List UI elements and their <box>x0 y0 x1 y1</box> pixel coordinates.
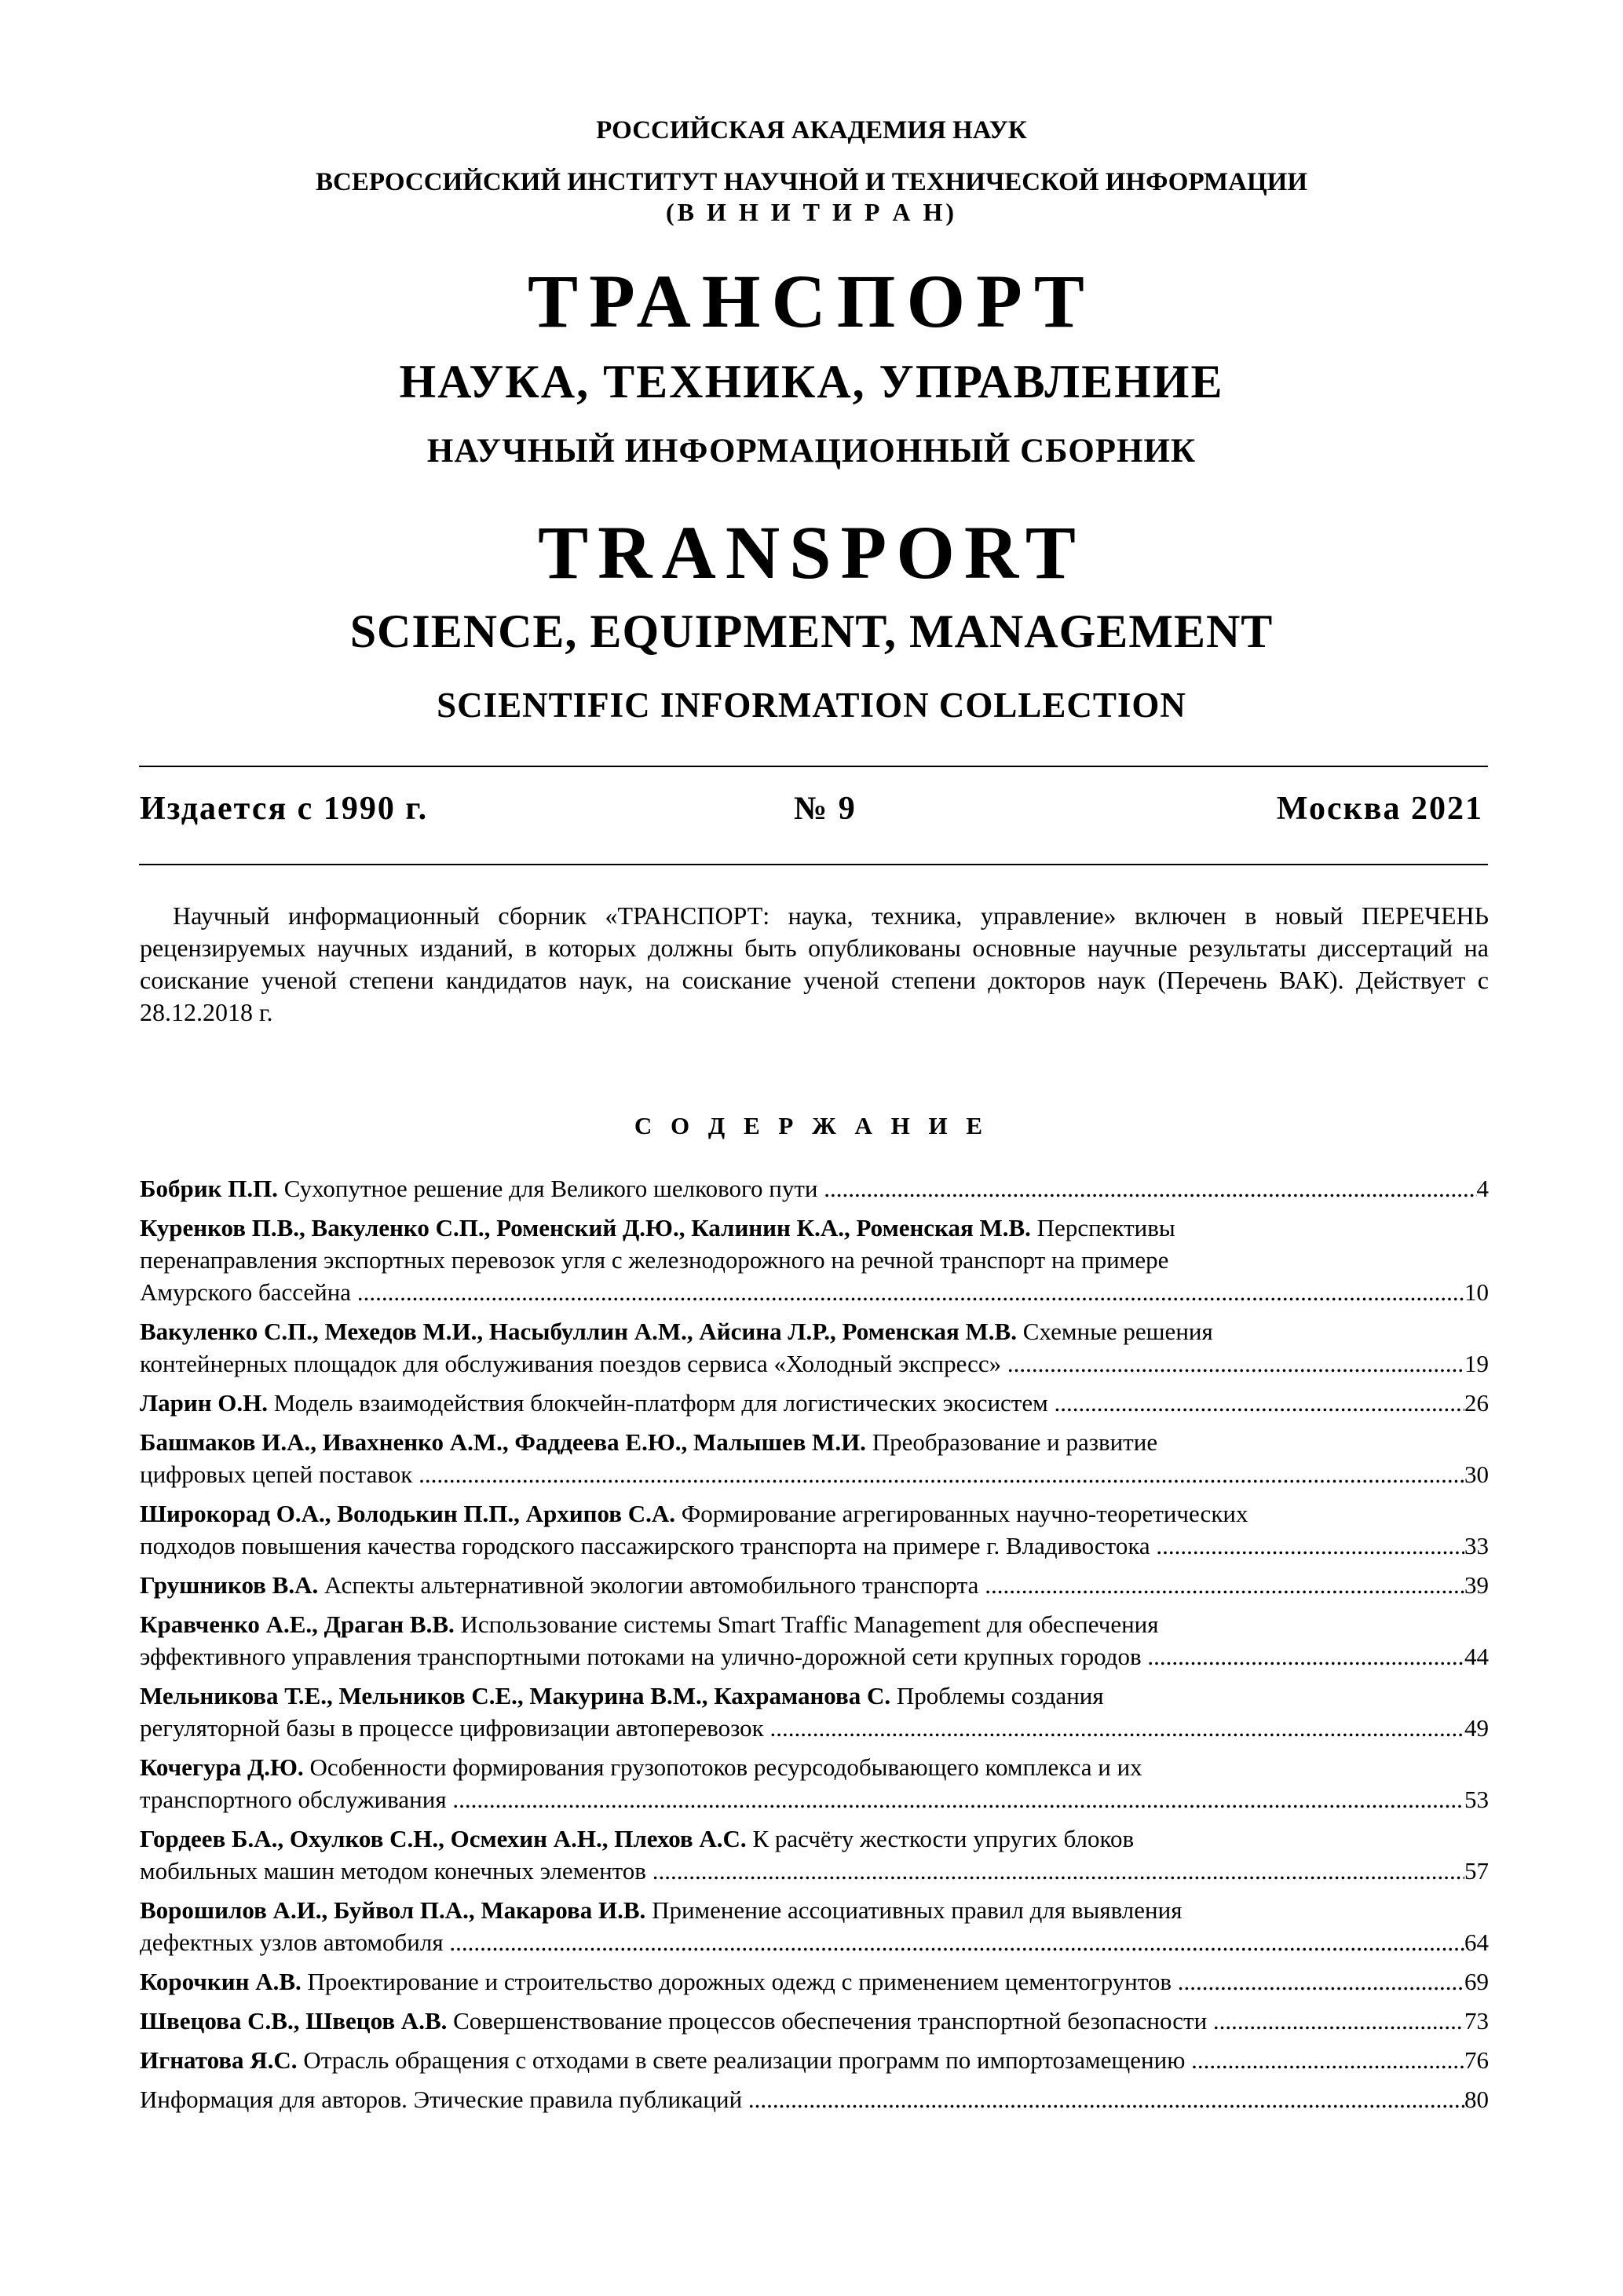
toc-page-number: 44 <box>1464 1643 1489 1670</box>
toc-entry <box>140 1212 1489 1308</box>
toc-page-number: 10 <box>1464 1278 1489 1306</box>
issue-number: № 9 <box>794 791 857 827</box>
toc-authors: Ларин О.Н. <box>140 1389 269 1417</box>
toc-entry <box>140 1315 1489 1380</box>
toc-line <box>140 1894 1489 1926</box>
journal-title-en: TRANSPORT <box>538 510 1085 594</box>
toc-line <box>140 1530 1489 1562</box>
toc-title: Использование системы Smart Traffic Management для обеспечения <box>460 1610 1159 1638</box>
toc-authors: Корочкин А.В. <box>140 1968 302 1995</box>
toc-line <box>140 1347 1489 1380</box>
toc-entry <box>140 1680 1489 1744</box>
toc-authors: Ворошилов А.И., Буйвол П.А., Макарова И.В. <box>140 1896 646 1924</box>
toc-title: Модель взаимодействия блокчейн-платформ для логистических экосистем <box>273 1389 1048 1417</box>
divider-bottom <box>139 864 1488 865</box>
toc-authors: Игнатова Я.С. <box>140 2046 298 2074</box>
table-of-contents <box>140 1172 1489 2122</box>
toc-line <box>140 1212 1489 1244</box>
toc-title: Схемные решения <box>1022 1318 1213 1345</box>
toc-title: Информация для авторов. Этические правила публикаций <box>140 2086 743 2113</box>
toc-leader <box>140 1458 1464 1490</box>
toc-page-number: 19 <box>1464 1350 1489 1377</box>
toc-title: контейнерных площадок для обслуживания поездов сервиса «Холодный экспресс» <box>140 1350 1002 1377</box>
toc-line <box>140 1387 1489 1419</box>
toc-line <box>140 1640 1489 1673</box>
toc-page-number: 57 <box>1464 1857 1489 1885</box>
toc-entry <box>140 1387 1489 1419</box>
toc-authors: Грушников В.А. <box>140 1571 319 1599</box>
toc-title: мобильных машин методом конечных элементов <box>140 1857 646 1885</box>
toc-page-number: 33 <box>1464 1532 1489 1559</box>
collection-type-en: SCIENTIFIC INFORMATION COLLECTION <box>437 686 1186 725</box>
toc-line <box>140 2044 1489 2076</box>
toc-page-number: 73 <box>1464 2007 1489 2035</box>
toc-page-number: 39 <box>1464 1571 1489 1599</box>
toc-page-number: 69 <box>1464 1968 1489 1995</box>
collection-type-ru: НАУЧНЫЙ ИНФОРМАЦИОННЫЙ СБОРНИК <box>426 433 1197 470</box>
toc-title: Проблемы создания <box>896 1682 1104 1709</box>
toc-leader <box>140 1276 1464 1308</box>
toc-title: Перспективы <box>1036 1214 1175 1241</box>
toc-leader <box>140 1569 1464 1601</box>
toc-entry <box>140 2044 1489 2076</box>
toc-title: К расчёту жесткости упругих блоков <box>752 1825 1135 1852</box>
toc-entry <box>140 2005 1489 2037</box>
toc-title: Преобразование и развитие <box>872 1428 1158 1456</box>
toc-line <box>140 1497 1489 1530</box>
toc-authors: Башмаков И.А., Ивахненко А.М., Фаддеева Е.Ю., Малышев М.И. <box>140 1428 866 1456</box>
toc-entry <box>140 2083 1489 2115</box>
toc-page-number: 80 <box>1464 2086 1489 2113</box>
divider-top <box>139 766 1488 767</box>
toc-leader <box>140 2083 1464 2115</box>
toc-line <box>140 1172 1489 1205</box>
toc-authors: Мельникова Т.Е., Мельников С.Е., Макурина В.М., Кахраманова С. <box>140 1682 891 1709</box>
toc-title: транспортного обслуживания <box>140 1786 447 1813</box>
toc-authors: Кочегура Д.Ю. <box>140 1753 304 1781</box>
toc-entry <box>140 1965 1489 1998</box>
toc-line <box>140 2005 1489 2037</box>
toc-leader <box>140 1855 1464 1887</box>
toc-title: Применение ассоциативных правил для выявления <box>652 1896 1183 1924</box>
journal-subtitle-en: SCIENCE, EQUIPMENT, MANAGEMENT <box>349 605 1274 657</box>
toc-authors: Вакуленко С.П., Мехедов М.И., Насыбуллин А.М., Айсина Л.Р., Роменская М.В. <box>140 1318 1017 1345</box>
toc-title: Аспекты альтернативной экологии автомобильного транспорта <box>324 1571 979 1599</box>
toc-title: Формирование агрегированных научно-теоретических <box>681 1500 1248 1527</box>
toc-leader <box>140 1347 1464 1380</box>
toc-line <box>140 1751 1489 1783</box>
toc-page-number: 49 <box>1464 1714 1489 1742</box>
toc-line <box>140 1783 1489 1815</box>
institute-abbreviation: (В И Н И Т И Р А Н) <box>665 198 958 226</box>
toc-leader <box>140 1640 1464 1673</box>
toc-line <box>140 1276 1489 1308</box>
toc-page-number: 30 <box>1464 1461 1489 1488</box>
toc-line <box>140 2083 1489 2115</box>
toc-line <box>140 1458 1489 1490</box>
toc-line <box>140 1426 1489 1458</box>
toc-entry <box>140 1608 1489 1673</box>
toc-page-number: 4 <box>1476 1175 1489 1202</box>
toc-leader <box>140 1783 1464 1815</box>
toc-line <box>140 1244 1489 1276</box>
journal-subtitle-ru: НАУКА, ТЕХНИКА, УПРАВЛЕНИЕ <box>399 356 1224 408</box>
toc-title: дефектных узлов автомобиля <box>140 1929 444 1956</box>
toc-leader <box>140 1530 1464 1562</box>
toc-line <box>140 1823 1489 1855</box>
toc-line <box>140 1608 1489 1640</box>
toc-entry <box>140 1172 1489 1205</box>
toc-authors: Широкорад О.А., Володькин П.П., Архипов С.А. <box>140 1500 676 1527</box>
toc-leader <box>140 1387 1464 1419</box>
toc-entry <box>140 1497 1489 1562</box>
toc-title: Сухопутное решение для Великого шелкового пути <box>283 1175 818 1202</box>
toc-title: перенаправления экспортных перевозок угля с железнодорожного на речной транспорт на примере <box>140 1246 1169 1274</box>
toc-line <box>140 1712 1489 1744</box>
toc-page-number: 64 <box>1464 1929 1489 1956</box>
toc-line <box>140 1855 1489 1887</box>
toc-leader <box>140 2005 1464 2037</box>
toc-authors: Куренков П.В., Вакуленко С.П., Роменский Д.Ю., Калинин К.А., Роменская М.В. <box>140 1214 1031 1241</box>
toc-authors: Швецова С.В., Швецов А.В. <box>140 2007 448 2035</box>
toc-title: подходов повышения качества городского пассажирского транспорта на примере г. Владивостока <box>140 1532 1150 1559</box>
toc-authors: Бобрик П.П. <box>140 1175 278 1202</box>
toc-page-number: 76 <box>1464 2046 1489 2074</box>
vak-notice: Научный информационный сборник «ТРАНСПОРТ: наука, техника, управление» включен в новый ПЕРЕЧЕНЬ рецензируемых научных изданий, в которых должны быть опубликованы основные научные результаты диссертаций на соискание ученой степени кандидатов наук, на соискание ученой степени докторов наук (Перечень ВАК). Действует с 28.12.2018 г. <box>140 901 1489 1026</box>
toc-leader <box>140 2044 1464 2076</box>
toc-authors: Кравченко А.Е., Драган В.В. <box>140 1610 455 1638</box>
institute-name: ВСЕРОССИЙСКИЙ ИНСТИТУТ НАУЧНОЙ И ТЕХНИЧЕСКОЙ ИНФОРМАЦИИ <box>316 168 1307 196</box>
toc-title: цифровых цепей поставок <box>140 1461 413 1488</box>
toc-page-number: 53 <box>1464 1786 1489 1813</box>
toc-line <box>140 1965 1489 1998</box>
toc-leader <box>140 1926 1464 1958</box>
toc-line <box>140 1569 1489 1601</box>
toc-line <box>140 1926 1489 1958</box>
city-year: Москва 2021 <box>1276 791 1483 827</box>
toc-authors: Гордеев Б.А., Охулков С.Н., Осмехин А.Н., Плехов А.С. <box>140 1825 747 1852</box>
academy-name: РОССИЙСКАЯ АКАДЕМИЯ НАУК <box>596 116 1027 144</box>
journal-title-ru: ТРАНСПОРТ <box>528 259 1095 343</box>
toc-leader <box>140 1712 1464 1744</box>
toc-title: Особенности формирования грузопотоков ресурсодобывающего комплекса и их <box>309 1753 1142 1781</box>
toc-title: Совершенствование процессов обеспечения транспортной безопасности <box>453 2007 1208 2035</box>
toc-page-number: 26 <box>1464 1389 1489 1417</box>
toc-line <box>140 1680 1489 1712</box>
toc-title: Отрасль обращения с отходами в свете реализации программ по импортозамещению <box>303 2046 1186 2074</box>
toc-heading: С О Д Е Р Ж А Н И Е <box>634 1112 989 1139</box>
toc-entry <box>140 1823 1489 1887</box>
toc-title: Проектирование и строительство дорожных одежд с применением цементогрунтов <box>307 1968 1172 1995</box>
toc-entry <box>140 1569 1489 1601</box>
toc-line <box>140 1315 1489 1347</box>
toc-entry <box>140 1751 1489 1815</box>
toc-entry <box>140 1894 1489 1958</box>
toc-leader <box>140 1965 1464 1998</box>
toc-entry <box>140 1426 1489 1490</box>
toc-title: эффективного управления транспортными потоками на улично-дорожной сети крупных городов <box>140 1643 1142 1670</box>
toc-title: регуляторной базы в процессе цифровизации автоперевозок <box>140 1714 764 1742</box>
published-since: Издается с 1990 г. <box>140 791 429 827</box>
toc-leader <box>140 1172 1477 1205</box>
toc-title: Амурского бассейна <box>140 1278 352 1306</box>
